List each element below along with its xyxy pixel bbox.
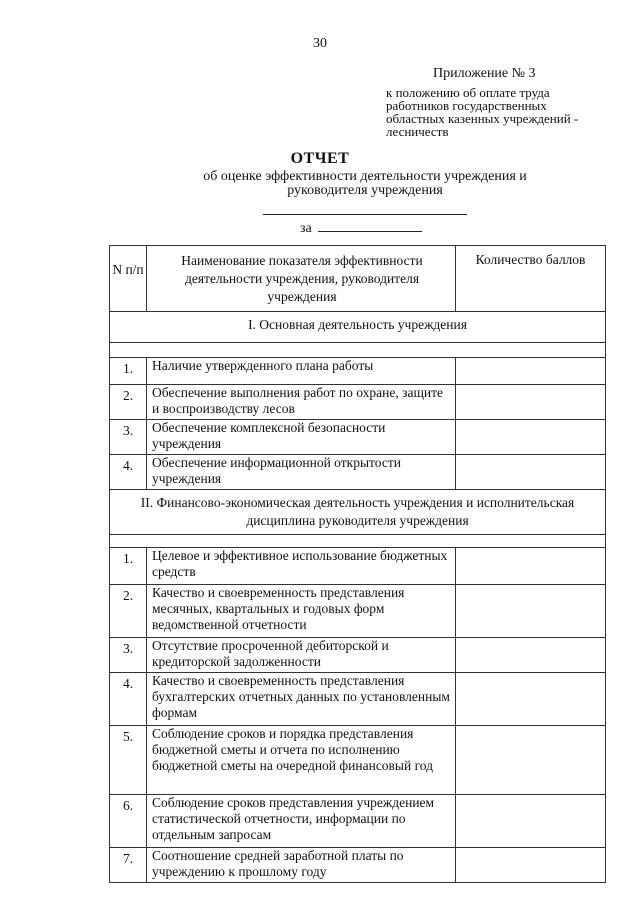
period-label: за (300, 221, 312, 236)
row-number: 2. (110, 385, 147, 420)
appendix-subtitle-line: к положению об оплате труда (386, 85, 550, 100)
row-indicator-name: Наличие утвержденного плана работы (147, 358, 456, 385)
row-number: 6. (110, 795, 147, 848)
institution-blank-line (263, 214, 467, 215)
row-points-cell (456, 548, 606, 585)
row-indicator-name: Отсутствие просроченной дебиторской и кредиторской задолженности (147, 638, 456, 673)
table-row (110, 795, 606, 848)
appendix-subtitle (386, 86, 578, 138)
row-points-cell (456, 358, 606, 385)
row-number: 3. (110, 638, 147, 673)
row-indicator-name: Соблюдение сроков представления учреждением статистической отчетности, информации по отдельным запросам (147, 795, 456, 848)
table-row (110, 385, 606, 420)
section-spacer-row (110, 535, 606, 548)
section-spacer (110, 535, 606, 548)
period-blank-line (318, 219, 422, 232)
row-indicator-name: Обеспечение выполнения работ по охране, защите и воспроизводству лесов (147, 385, 456, 420)
table-row (110, 358, 606, 385)
page-number: 30 (313, 36, 327, 51)
section-spacer-row (110, 343, 606, 358)
section-title: II. Финансово-экономическая деятельность учреждения и исполнительская дисциплина руководителя учреждения (110, 490, 606, 535)
row-points-cell (456, 673, 606, 726)
row-points-cell (456, 455, 606, 490)
header-points: Количество баллов (456, 246, 606, 312)
table-body (110, 312, 606, 883)
row-number: 2. (110, 585, 147, 638)
appendix-subtitle-line: лесничеств (386, 124, 449, 139)
table-header-row (110, 246, 606, 312)
row-indicator-name: Целевое и эффективное использование бюджетных средств (147, 548, 456, 585)
row-points-cell (456, 420, 606, 455)
row-indicator-name: Обеспечение комплексной безопасности учреждения (147, 420, 456, 455)
section-title: I. Основная деятельность учреждения (110, 312, 606, 343)
evaluation-table (109, 245, 606, 883)
row-indicator-name: Соблюдение сроков и порядка представления бюджетной сметы и отчета по исполнению бюджетной сметы на очередной финансовый год (147, 726, 456, 795)
appendix-subtitle-line: областных казенных учреждений - (386, 111, 579, 126)
row-indicator-name: Качество и своевременность представления месячных, квартальных и годовых форм ведомственной отчетности (147, 585, 456, 638)
row-number: 3. (110, 420, 147, 455)
row-number: 5. (110, 726, 147, 795)
row-points-cell (456, 726, 606, 795)
table-row (110, 848, 606, 883)
row-number: 4. (110, 455, 147, 490)
row-indicator-name: Качество и своевременность представления бухгалтерских отчетных данных по установленным формам (147, 673, 456, 726)
table-row (110, 726, 606, 795)
report-title: ОТЧЕТ (290, 150, 350, 167)
section-header-row (110, 312, 606, 343)
row-points-cell (456, 585, 606, 638)
table-row (110, 673, 606, 726)
table-row (110, 638, 606, 673)
row-number: 4. (110, 673, 147, 726)
section-spacer (110, 343, 606, 358)
appendix-title: Приложение № 3 (433, 66, 536, 81)
header-num: N п/п (110, 246, 147, 312)
row-indicator-name: Обеспечение информационной открытости учреждения (147, 455, 456, 490)
appendix-subtitle-line: работников государственных (386, 98, 547, 113)
row-points-cell (456, 848, 606, 883)
section-header-row (110, 490, 606, 535)
period-row (300, 219, 422, 237)
row-number: 1. (110, 358, 147, 385)
row-points-cell (456, 795, 606, 848)
table-row (110, 455, 606, 490)
row-number: 1. (110, 548, 147, 585)
row-points-cell (456, 638, 606, 673)
table-row (110, 585, 606, 638)
row-number: 7. (110, 848, 147, 883)
table-row (110, 420, 606, 455)
table-row (110, 548, 606, 585)
report-subtitle: об оценке эффективности деятельности учреждения и руководителя учреждения (203, 169, 527, 198)
row-points-cell (456, 385, 606, 420)
row-indicator-name: Соотношение средней заработной платы по учреждению к прошлому году (147, 848, 456, 883)
header-name: Наименование показателя эффективности деятельности учреждения, руководителя учреждения (147, 246, 456, 312)
